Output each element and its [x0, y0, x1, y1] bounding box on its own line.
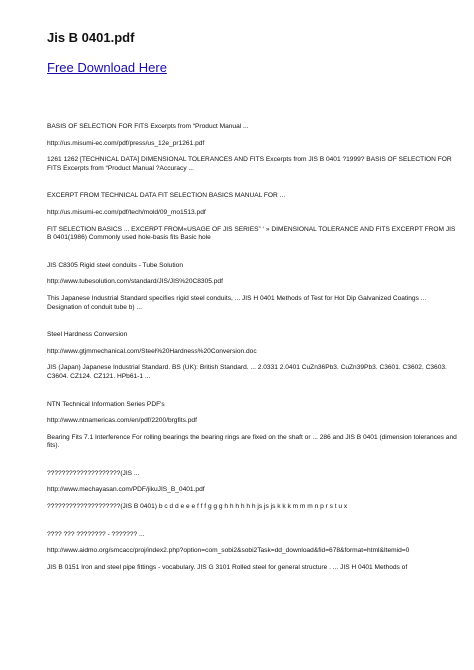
result-snippet: JIS (Japan) Japanese Industrial Standard. BS (UK): British Standard. ... 2.0331 2.0401 CuZn36Pb3. CuZn39Pb3. C3601. C3602. C3603. C3604. CZ124. CZ121. HPb61-1 ... [47, 364, 447, 380]
result-url: http://us.misumi-ec.com/pdf/tech/mold/09_mo1513.pdf [47, 208, 206, 216]
result-heading: EXCERPT FROM TECHNICAL DATA FIT SELECTION BASICS MANUAL FOR ... [47, 192, 286, 200]
document-title: Jis B 0401.pdf [47, 30, 135, 45]
result-heading: JIS C8305 Rigid steel conduits - Tube Solution [47, 261, 183, 269]
result-snippet: ????????????????????(JIS B 0401) b c d d e e e f f f g g g h h h h h h js js js k k k m m m n p r s t u x [47, 503, 348, 511]
result-snippet: Bearing Fits 7.1 Interference For rolling bearings the bearing rings are fixed on the shaft or ... 286 and JIS B 0401 (dimension tolerances and fits). [47, 433, 457, 450]
result-heading: Steel Hardness Conversion [47, 331, 128, 339]
result-snippet: FIT SELECTION BASICS ... EXCERPT FROM«USAGE OF JIS SERIES” ‘ » DIMENSIONAL TOLERANCE AND FITS EXCERPT FROM JIS B 0401(1986) Commonly used hole-basis fits Basic hole [47, 225, 456, 242]
result-url: http://www.gtjmmechanical.com/Steel%20Hardness%20Conversion.doc [47, 347, 257, 355]
result-heading: ???? ??? ???????? - ??????? ... [47, 530, 145, 538]
result-list [47, 123, 457, 591]
result-url: http://www.ntnamericas.com/en/pdf/2200/brgfits.pdf [47, 417, 197, 425]
result-entry [47, 470, 457, 512]
result-heading: ????????????????????(JIS ... [47, 469, 140, 477]
result-entry [47, 331, 457, 381]
result-entry [47, 401, 457, 451]
result-snippet: 1261 1262 [TECHNICAL DATA] DIMENSIONAL TOLERANCES AND FITS Excerpts from JIS B 0401 ?1999? BASIS OF SELECTION FOR FITS Excerpts from “Product Manual ?Accuracy ... [47, 156, 452, 172]
result-url: http://www.tubesolution.com/standard/JIS/JIS%20C8305.pdf [47, 278, 223, 286]
result-entry [47, 531, 457, 573]
free-download-link[interactable]: Free Download Here [47, 60, 167, 75]
result-entry [47, 123, 457, 173]
result-url: http://us.misumi-ec.com/pdf/press/us_12e_pr1261.pdf [47, 139, 205, 147]
result-entry [47, 192, 457, 242]
result-snippet: This Japanese Industrial Standard specifies rigid steel conduits, ... JIS H 0401 Methods of Test for Hot Dip Galvanized Coatings ... Designation of conduit tube b) ... [47, 294, 427, 311]
result-url: http://www.aidmo.org/smcacc/proj/index2.php?option=com_sobi2&sobi2Task=dd_download&fid=678&format=html&Itemid=0 [47, 547, 410, 555]
result-heading: NTN Technical Information Series PDF's [47, 400, 165, 408]
result-heading: BASIS OF SELECTION FOR FITS Excerpts from “Product Manual ... [47, 123, 249, 130]
result-entry [47, 262, 457, 312]
result-url: http://www.mechayasan.com/PDF/jikuJIS_B_0401.pdf [47, 486, 205, 494]
result-snippet: JIS B 0151 Iron and steel pipe fittings - vocabulary. JIS G 3101 Rolled steel for general structure . ... JIS H 0401 Methods of [47, 563, 408, 571]
